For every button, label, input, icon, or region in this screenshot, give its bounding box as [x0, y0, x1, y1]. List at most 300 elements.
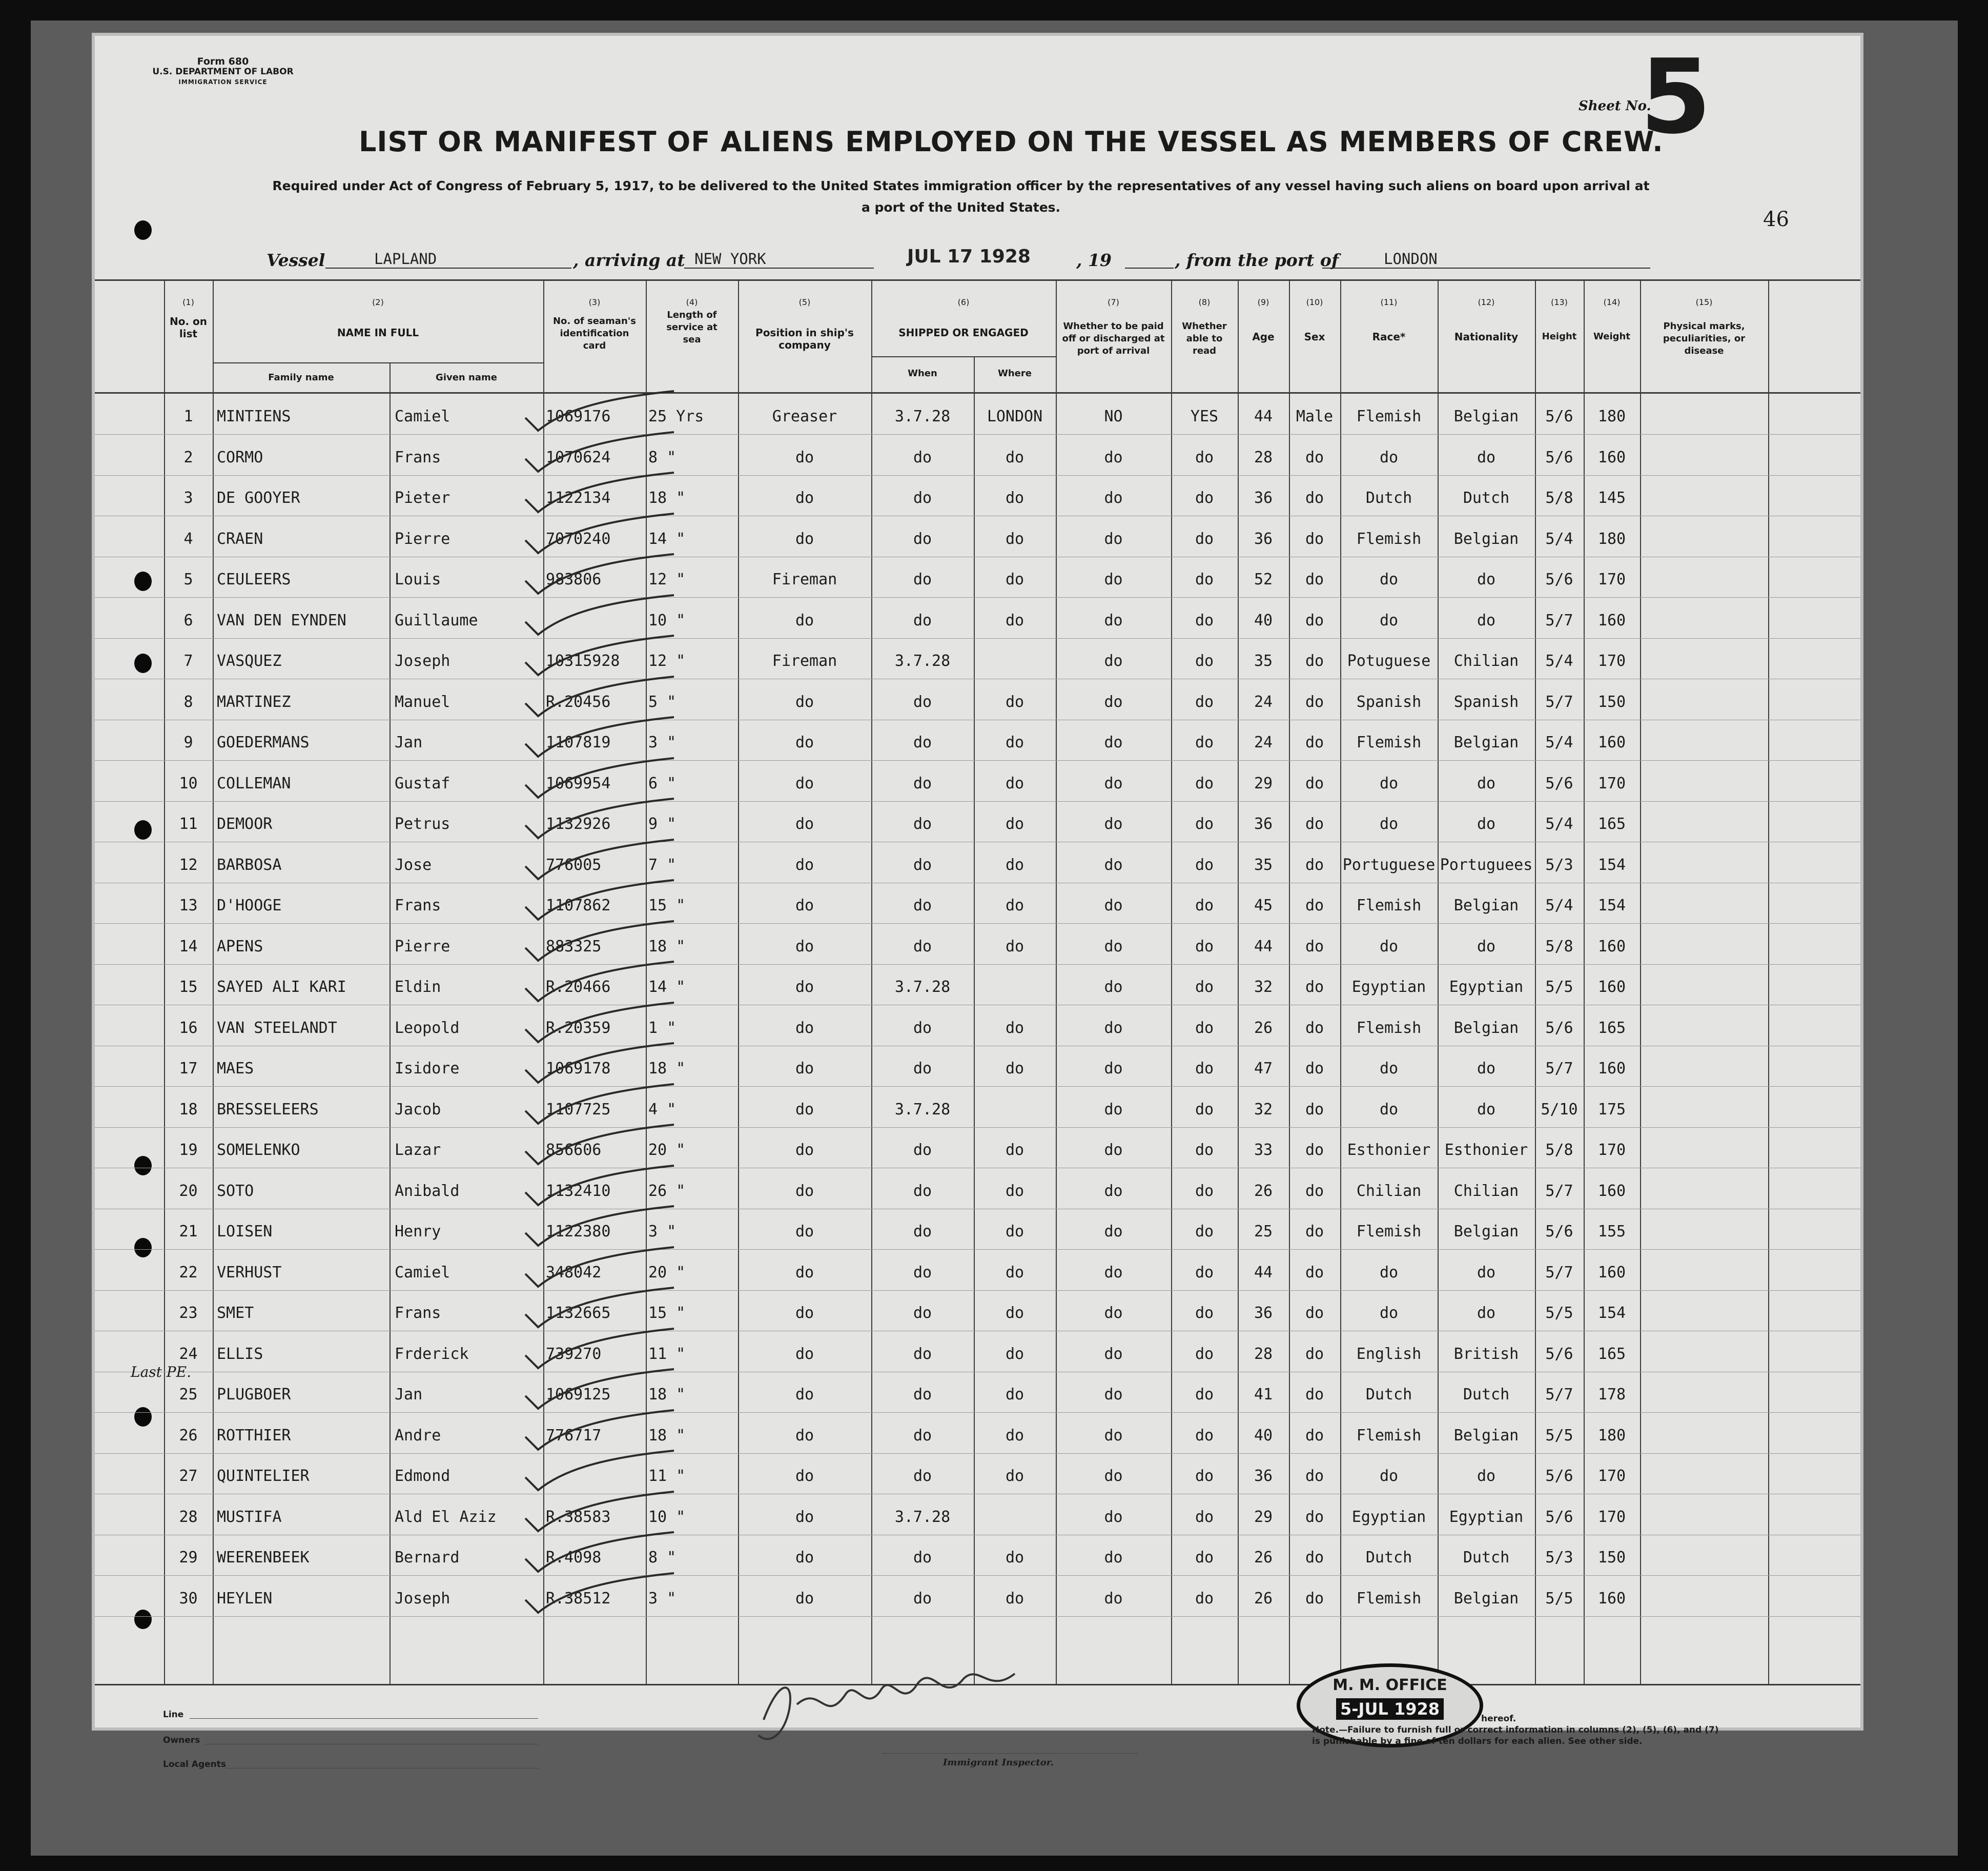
cell-where: do: [1005, 815, 1024, 833]
cell-when: do: [913, 530, 932, 548]
document-subtitle: [220, 175, 1702, 218]
cell-family: COLLEMAN: [217, 774, 291, 792]
cell-age: 44: [1254, 408, 1273, 425]
cell-service: 26 ": [648, 1182, 686, 1200]
cell-family: CRAEN: [217, 530, 263, 548]
subtitle-line: a port of the United States.: [861, 200, 1061, 215]
row-rule: [95, 1086, 1860, 1087]
header-age: Age: [1252, 331, 1275, 343]
cell-given: Isidore: [395, 1060, 460, 1077]
cell-family: LOISEN: [217, 1223, 273, 1240]
cell-nationality: do: [1477, 1304, 1496, 1322]
cell-position: do: [795, 774, 814, 792]
cell-no: 27: [179, 1467, 198, 1485]
cell-sex: do: [1305, 1182, 1324, 1200]
check-mark-icon: [520, 1202, 684, 1248]
check-mark-icon: [520, 958, 684, 1004]
cell-paid: do: [1104, 448, 1123, 466]
row-rule: [95, 1412, 1860, 1413]
cell-when: do: [913, 489, 932, 507]
cell-race: Egyptian: [1351, 978, 1426, 996]
cell-sex: do: [1305, 897, 1324, 914]
cell-no: 1: [183, 408, 193, 425]
cell-race: Dutch: [1365, 1386, 1412, 1404]
cell-given: Anibald: [395, 1182, 460, 1200]
cell-weight: 160: [1597, 448, 1626, 466]
cell-card: 1132665: [546, 1304, 611, 1322]
cell-when: do: [913, 937, 932, 955]
cell-weight: 160: [1597, 1589, 1626, 1608]
cell-paid: do: [1104, 530, 1123, 548]
cell-no: 26: [179, 1426, 198, 1445]
header-id-card: No. of seaman's identification card: [552, 316, 636, 351]
check-mark-icon: [520, 1447, 684, 1493]
cell-when: 3.7.28: [894, 978, 951, 996]
cell-paid: do: [1104, 1508, 1123, 1526]
subtitle-line: Required under Act of Congress of February 5, 1917, to be delivered to the United States immigration officer by the representatives of any vessel having such aliens on board upon arrival at: [272, 178, 1650, 193]
cell-race: do: [1379, 448, 1399, 466]
cell-read: do: [1195, 1019, 1214, 1037]
cell-family: VAN STEELANDT: [217, 1019, 337, 1037]
check-mark-icon: [520, 713, 684, 759]
cell-weight: 180: [1597, 530, 1626, 548]
cell-height: 5/6: [1545, 448, 1573, 466]
cell-nationality: Dutch: [1463, 1386, 1510, 1404]
cell-family: WEERENBEEK: [217, 1549, 310, 1567]
cell-age: 36: [1254, 815, 1273, 833]
cell-age: 44: [1254, 937, 1273, 955]
cell-read: do: [1195, 1100, 1214, 1118]
cell-given: Pierre: [395, 937, 450, 955]
check-mark-icon: [520, 469, 684, 515]
cell-paid: do: [1104, 652, 1123, 670]
cell-when: do: [913, 571, 932, 588]
cell-given: Frans: [395, 448, 441, 466]
check-mark-icon: [520, 1284, 684, 1330]
cell-nationality: Belgian: [1453, 734, 1519, 751]
col-number: (8): [1198, 297, 1211, 307]
table-top-border: [95, 279, 1860, 281]
check-mark-icon: [520, 836, 684, 882]
cell-where: do: [1005, 1263, 1024, 1282]
service-name: IMMIGRATION SERVICE: [178, 78, 268, 86]
cell-read: do: [1195, 652, 1214, 670]
col-number: (13): [1551, 297, 1568, 307]
cell-read: do: [1195, 530, 1214, 548]
cell-given: Jan: [395, 734, 423, 751]
col-divider: [1768, 279, 1769, 1684]
cell-weight: 160: [1597, 1182, 1626, 1200]
cell-height: 5/5: [1545, 1589, 1573, 1608]
col-number: (5): [798, 297, 811, 307]
cell-card: 1069954: [546, 774, 611, 792]
cell-no: 5: [183, 571, 193, 588]
cell-when: do: [913, 856, 932, 874]
cell-paid: do: [1104, 1223, 1123, 1240]
cell-read: do: [1195, 856, 1214, 874]
cell-position: do: [795, 734, 814, 751]
cell-card: 1122380: [546, 1223, 611, 1240]
cell-card: 1107819: [546, 734, 611, 751]
cell-race: Egyptian: [1351, 1508, 1426, 1526]
cell-race: do: [1379, 1304, 1399, 1322]
check-mark-icon: [520, 673, 684, 719]
cell-where: do: [1005, 1060, 1024, 1077]
col-number: (15): [1695, 297, 1713, 307]
col-number: (1): [182, 297, 194, 307]
cell-when: do: [913, 897, 932, 914]
cell-sex: do: [1305, 448, 1324, 466]
cell-age: 36: [1254, 1467, 1273, 1485]
cell-height: 5/4: [1545, 530, 1573, 548]
row-rule: [95, 1127, 1860, 1128]
cell-height: 5/7: [1545, 1060, 1573, 1077]
cell-nationality: do: [1477, 774, 1496, 792]
header-given-name: Given name: [436, 372, 497, 383]
cell-age: 26: [1254, 1182, 1273, 1200]
cell-read: do: [1195, 1426, 1214, 1445]
inspector-signature: [748, 1648, 1035, 1751]
cell-nationality: Egyptian: [1449, 978, 1524, 996]
cell-where: do: [1005, 489, 1024, 507]
cell-service: 12 ": [648, 571, 686, 588]
cell-nationality: Portuguees: [1440, 856, 1533, 874]
cell-card: 776005: [546, 856, 602, 874]
header-paid-off: Whether to be paid off or discharged at port of arrival: [1062, 321, 1165, 356]
cell-height: 5/8: [1545, 489, 1573, 507]
cell-race: Portuguese: [1342, 856, 1436, 874]
row-rule: [95, 638, 1860, 639]
cell-read: do: [1195, 1182, 1214, 1200]
cell-when: do: [913, 774, 932, 792]
row-rule: [95, 1249, 1860, 1250]
cell-position: do: [795, 937, 814, 955]
cell-age: 36: [1254, 1304, 1273, 1322]
cell-sex: do: [1305, 1467, 1324, 1485]
cell-given: Jacob: [395, 1100, 441, 1118]
cell-race: Spanish: [1356, 693, 1422, 711]
cell-nationality: British: [1453, 1345, 1519, 1363]
cell-height: 5/5: [1545, 1304, 1573, 1322]
cell-nationality: do: [1477, 1263, 1496, 1282]
cell-paid: do: [1104, 611, 1123, 629]
col-number: (4): [686, 297, 698, 307]
cell-where: do: [1005, 937, 1024, 955]
stamp-office: M. M. OFFICE: [1333, 1676, 1447, 1694]
arriving-underline: [684, 268, 874, 269]
cell-nationality: Dutch: [1463, 489, 1510, 507]
cell-given: Frans: [395, 1304, 441, 1322]
cell-position: Fireman: [772, 571, 837, 588]
cell-age: 33: [1254, 1141, 1273, 1159]
cell-paid: NO: [1104, 408, 1123, 425]
cell-service: 5 ": [648, 693, 677, 711]
cell-age: 26: [1254, 1019, 1273, 1037]
cell-card: 1069125: [546, 1386, 611, 1404]
cell-where: do: [1005, 1467, 1024, 1485]
cell-height: 5/4: [1545, 815, 1573, 833]
cell-age: 29: [1254, 1508, 1273, 1526]
cell-read: do: [1195, 1508, 1214, 1526]
cell-card: 10315928: [546, 652, 620, 670]
cell-service: 8 ": [648, 448, 677, 466]
cell-height: 5/7: [1545, 1263, 1573, 1282]
cell-when: do: [913, 1426, 932, 1445]
cell-when: do: [913, 1060, 932, 1077]
cell-sex: do: [1305, 1345, 1324, 1363]
check-mark-icon: [520, 1162, 684, 1208]
check-mark-icon: [520, 510, 684, 556]
cell-weight: 160: [1597, 734, 1626, 751]
shipped-subheader-line: [871, 356, 1056, 357]
form-identifier: [141, 56, 305, 87]
cell-where: do: [1005, 1182, 1024, 1200]
cell-age: 36: [1254, 489, 1273, 507]
departure-port: LONDON: [1384, 250, 1438, 268]
local-agents-label: Local Agents: [163, 1759, 227, 1770]
cell-weight: 170: [1597, 571, 1626, 588]
cell-when: 3.7.28: [894, 1100, 951, 1118]
inspector-label: Immigrant Inspector.: [943, 1757, 1054, 1768]
cell-no: 28: [179, 1508, 198, 1526]
col-number: (14): [1603, 297, 1621, 307]
cell-height: 5/4: [1545, 734, 1573, 751]
check-mark-icon: [520, 754, 684, 800]
cell-service: 15 ": [648, 1304, 686, 1322]
cell-weight: 180: [1597, 408, 1626, 425]
cell-given: Manuel: [395, 693, 450, 711]
cell-service: 9 ": [648, 815, 677, 833]
cell-sex: do: [1305, 489, 1324, 507]
col-number: (3): [588, 297, 601, 307]
cell-family: SOTO: [217, 1182, 254, 1200]
cell-race: Flemish: [1356, 897, 1422, 914]
check-mark-icon: [520, 1569, 684, 1615]
cell-nationality: Spanish: [1453, 693, 1519, 711]
cell-position: do: [795, 489, 814, 507]
cell-weight: 178: [1597, 1386, 1626, 1404]
cell-paid: do: [1104, 1263, 1123, 1282]
cell-paid: do: [1104, 1345, 1123, 1363]
cell-given: Leopold: [395, 1019, 460, 1037]
check-mark-icon: [520, 591, 684, 637]
cell-read: do: [1195, 734, 1214, 751]
cell-when: 3.7.28: [894, 1508, 951, 1526]
sheet-label: Sheet No.: [1579, 98, 1651, 114]
cell-card: R.20466: [546, 978, 611, 996]
cell-family: DE GOOYER: [217, 489, 300, 507]
cell-nationality: Belgian: [1453, 897, 1519, 914]
cell-when: do: [913, 1589, 932, 1608]
col-divider: [213, 279, 214, 1684]
cell-where: do: [1005, 1386, 1024, 1404]
cell-height: 5/5: [1545, 1426, 1573, 1445]
cell-position: do: [795, 978, 814, 996]
cell-sex: do: [1305, 1386, 1324, 1404]
cell-where: do: [1005, 1345, 1024, 1363]
cell-race: Flemish: [1356, 1019, 1422, 1037]
cell-race: English: [1356, 1345, 1422, 1363]
cell-position: do: [795, 1019, 814, 1037]
cell-race: do: [1379, 1263, 1399, 1282]
cell-given: Louis: [395, 571, 441, 588]
cell-sex: do: [1305, 1263, 1324, 1282]
cell-given: Bernard: [395, 1549, 460, 1567]
cell-given: Guillaume: [395, 611, 478, 629]
cell-given: Lazar: [395, 1141, 441, 1159]
cell-weight: 160: [1597, 1263, 1626, 1282]
cell-family: BARBOSA: [217, 856, 282, 874]
cell-where: LONDON: [987, 408, 1043, 425]
cell-where: do: [1005, 611, 1024, 629]
cell-nationality: do: [1477, 611, 1496, 629]
header-where: Where: [998, 368, 1032, 379]
cell-race: Esthonier: [1347, 1141, 1431, 1159]
cell-given: Petrus: [395, 815, 450, 833]
cell-given: Edmond: [395, 1467, 450, 1485]
header-length-of-service: Length of service at sea: [666, 310, 718, 345]
header-race: Race*: [1372, 331, 1406, 343]
header-able-to-read: Whether able to read: [1182, 321, 1227, 356]
cell-weight: 150: [1597, 1549, 1626, 1567]
col-number: (6): [957, 297, 970, 307]
cell-given: Jan: [395, 1386, 423, 1404]
cell-nationality: do: [1477, 1100, 1496, 1118]
cell-family: MUSTIFA: [217, 1508, 282, 1526]
cell-position: do: [795, 448, 814, 466]
cell-family: DEMOOR: [217, 815, 273, 833]
cell-weight: 160: [1597, 978, 1626, 996]
cell-no: 22: [179, 1263, 198, 1282]
cell-where: do: [1005, 693, 1024, 711]
cell-nationality: do: [1477, 937, 1496, 955]
cell-race: Flemish: [1356, 734, 1422, 751]
cell-race: Flemish: [1356, 1426, 1422, 1445]
cell-card: 1132410: [546, 1182, 611, 1200]
cell-given: Frderick: [395, 1345, 469, 1363]
arriving-label: , arriving at: [573, 250, 685, 270]
header-position: Position in ship's company: [755, 327, 854, 351]
cell-where: do: [1005, 1589, 1024, 1608]
cell-weight: 170: [1597, 652, 1626, 670]
cell-when: do: [913, 1019, 932, 1037]
cell-family: SAYED ALI KARI: [217, 978, 346, 996]
cell-sex: do: [1305, 937, 1324, 955]
col-number: (12): [1478, 297, 1495, 307]
cell-position: do: [795, 1304, 814, 1322]
cell-age: 45: [1254, 897, 1273, 914]
row-rule: [95, 923, 1860, 924]
cell-where: do: [1005, 897, 1024, 914]
vessel-underline: [325, 268, 571, 269]
cell-height: 5/6: [1545, 1345, 1573, 1363]
cell-nationality: Belgian: [1453, 1019, 1519, 1037]
row-rule: [95, 801, 1860, 802]
cell-race: do: [1379, 1060, 1399, 1077]
cell-read: YES: [1190, 408, 1219, 425]
cell-no: 15: [179, 978, 198, 996]
cell-where: do: [1005, 1549, 1024, 1567]
cell-position: do: [795, 530, 814, 548]
cell-height: 5/4: [1545, 652, 1573, 670]
row-rule: [95, 964, 1860, 965]
cell-sex: do: [1305, 1589, 1324, 1608]
check-mark-icon: [520, 1121, 684, 1167]
col-number: (7): [1108, 297, 1119, 307]
cell-position: do: [795, 693, 814, 711]
cell-race: do: [1379, 1467, 1399, 1485]
cell-sex: do: [1305, 978, 1324, 996]
cell-card: 776717: [546, 1426, 602, 1445]
cell-no: 30: [179, 1589, 198, 1608]
cell-position: do: [795, 1549, 814, 1567]
cell-age: 26: [1254, 1549, 1273, 1567]
cell-family: MARTINEZ: [217, 693, 291, 711]
cell-nationality: Belgian: [1453, 1589, 1519, 1608]
check-mark-icon: [520, 876, 684, 922]
cell-card: 1069176: [546, 408, 611, 425]
cell-age: 24: [1254, 734, 1273, 751]
check-mark-icon: [520, 1488, 684, 1534]
cell-sex: do: [1305, 1100, 1324, 1118]
cell-when: do: [913, 1304, 932, 1322]
sheet-number: 5: [1640, 37, 1712, 157]
cell-service: 18 ": [648, 1426, 686, 1445]
cell-weight: 145: [1597, 489, 1626, 507]
check-mark-icon: [520, 1243, 684, 1289]
cell-read: do: [1195, 1549, 1214, 1567]
cell-card: 739270: [546, 1345, 602, 1363]
cell-height: 5/10: [1541, 1100, 1578, 1118]
cell-height: 5/7: [1545, 1182, 1573, 1200]
cell-when: do: [913, 693, 932, 711]
cell-given: Eldin: [395, 978, 441, 996]
row-rule: [95, 1575, 1860, 1576]
cell-weight: 155: [1597, 1223, 1626, 1240]
cell-family: D'HOOGE: [217, 897, 282, 914]
cell-service: 14 ": [648, 978, 686, 996]
header-shipped-or-engaged: SHIPPED OR ENGAGED: [898, 327, 1029, 339]
cell-age: 25: [1254, 1223, 1273, 1240]
cell-no: 25: [179, 1386, 198, 1404]
cell-sex: do: [1305, 1223, 1324, 1240]
cell-position: do: [795, 815, 814, 833]
cell-card: 856606: [546, 1141, 602, 1159]
cell-read: do: [1195, 815, 1214, 833]
cell-where: do: [1005, 1223, 1024, 1240]
cell-no: 10: [179, 774, 198, 792]
cell-when: 3.7.28: [894, 408, 951, 425]
cell-race: do: [1379, 571, 1399, 588]
cell-no: 19: [179, 1141, 198, 1159]
form-number: Form 680: [197, 56, 249, 67]
cell-nationality: Belgian: [1453, 530, 1519, 548]
cell-no: 4: [183, 530, 193, 548]
cell-nationality: Chilian: [1453, 1182, 1519, 1200]
header-weight: Weight: [1593, 331, 1630, 342]
cell-weight: 165: [1597, 1345, 1626, 1363]
cell-paid: do: [1104, 1182, 1123, 1200]
cell-read: do: [1195, 937, 1214, 955]
note-line: is punishable by a fine of ten dollars for each alien. See other side.: [1312, 1736, 1643, 1746]
cell-weight: 165: [1597, 1019, 1626, 1037]
cell-paid: do: [1104, 897, 1123, 914]
row-rule: [95, 760, 1860, 761]
cell-nationality: Egyptian: [1449, 1508, 1524, 1526]
col-number: (11): [1380, 297, 1398, 307]
cell-weight: 175: [1597, 1100, 1626, 1118]
cell-where: do: [1005, 1304, 1024, 1322]
